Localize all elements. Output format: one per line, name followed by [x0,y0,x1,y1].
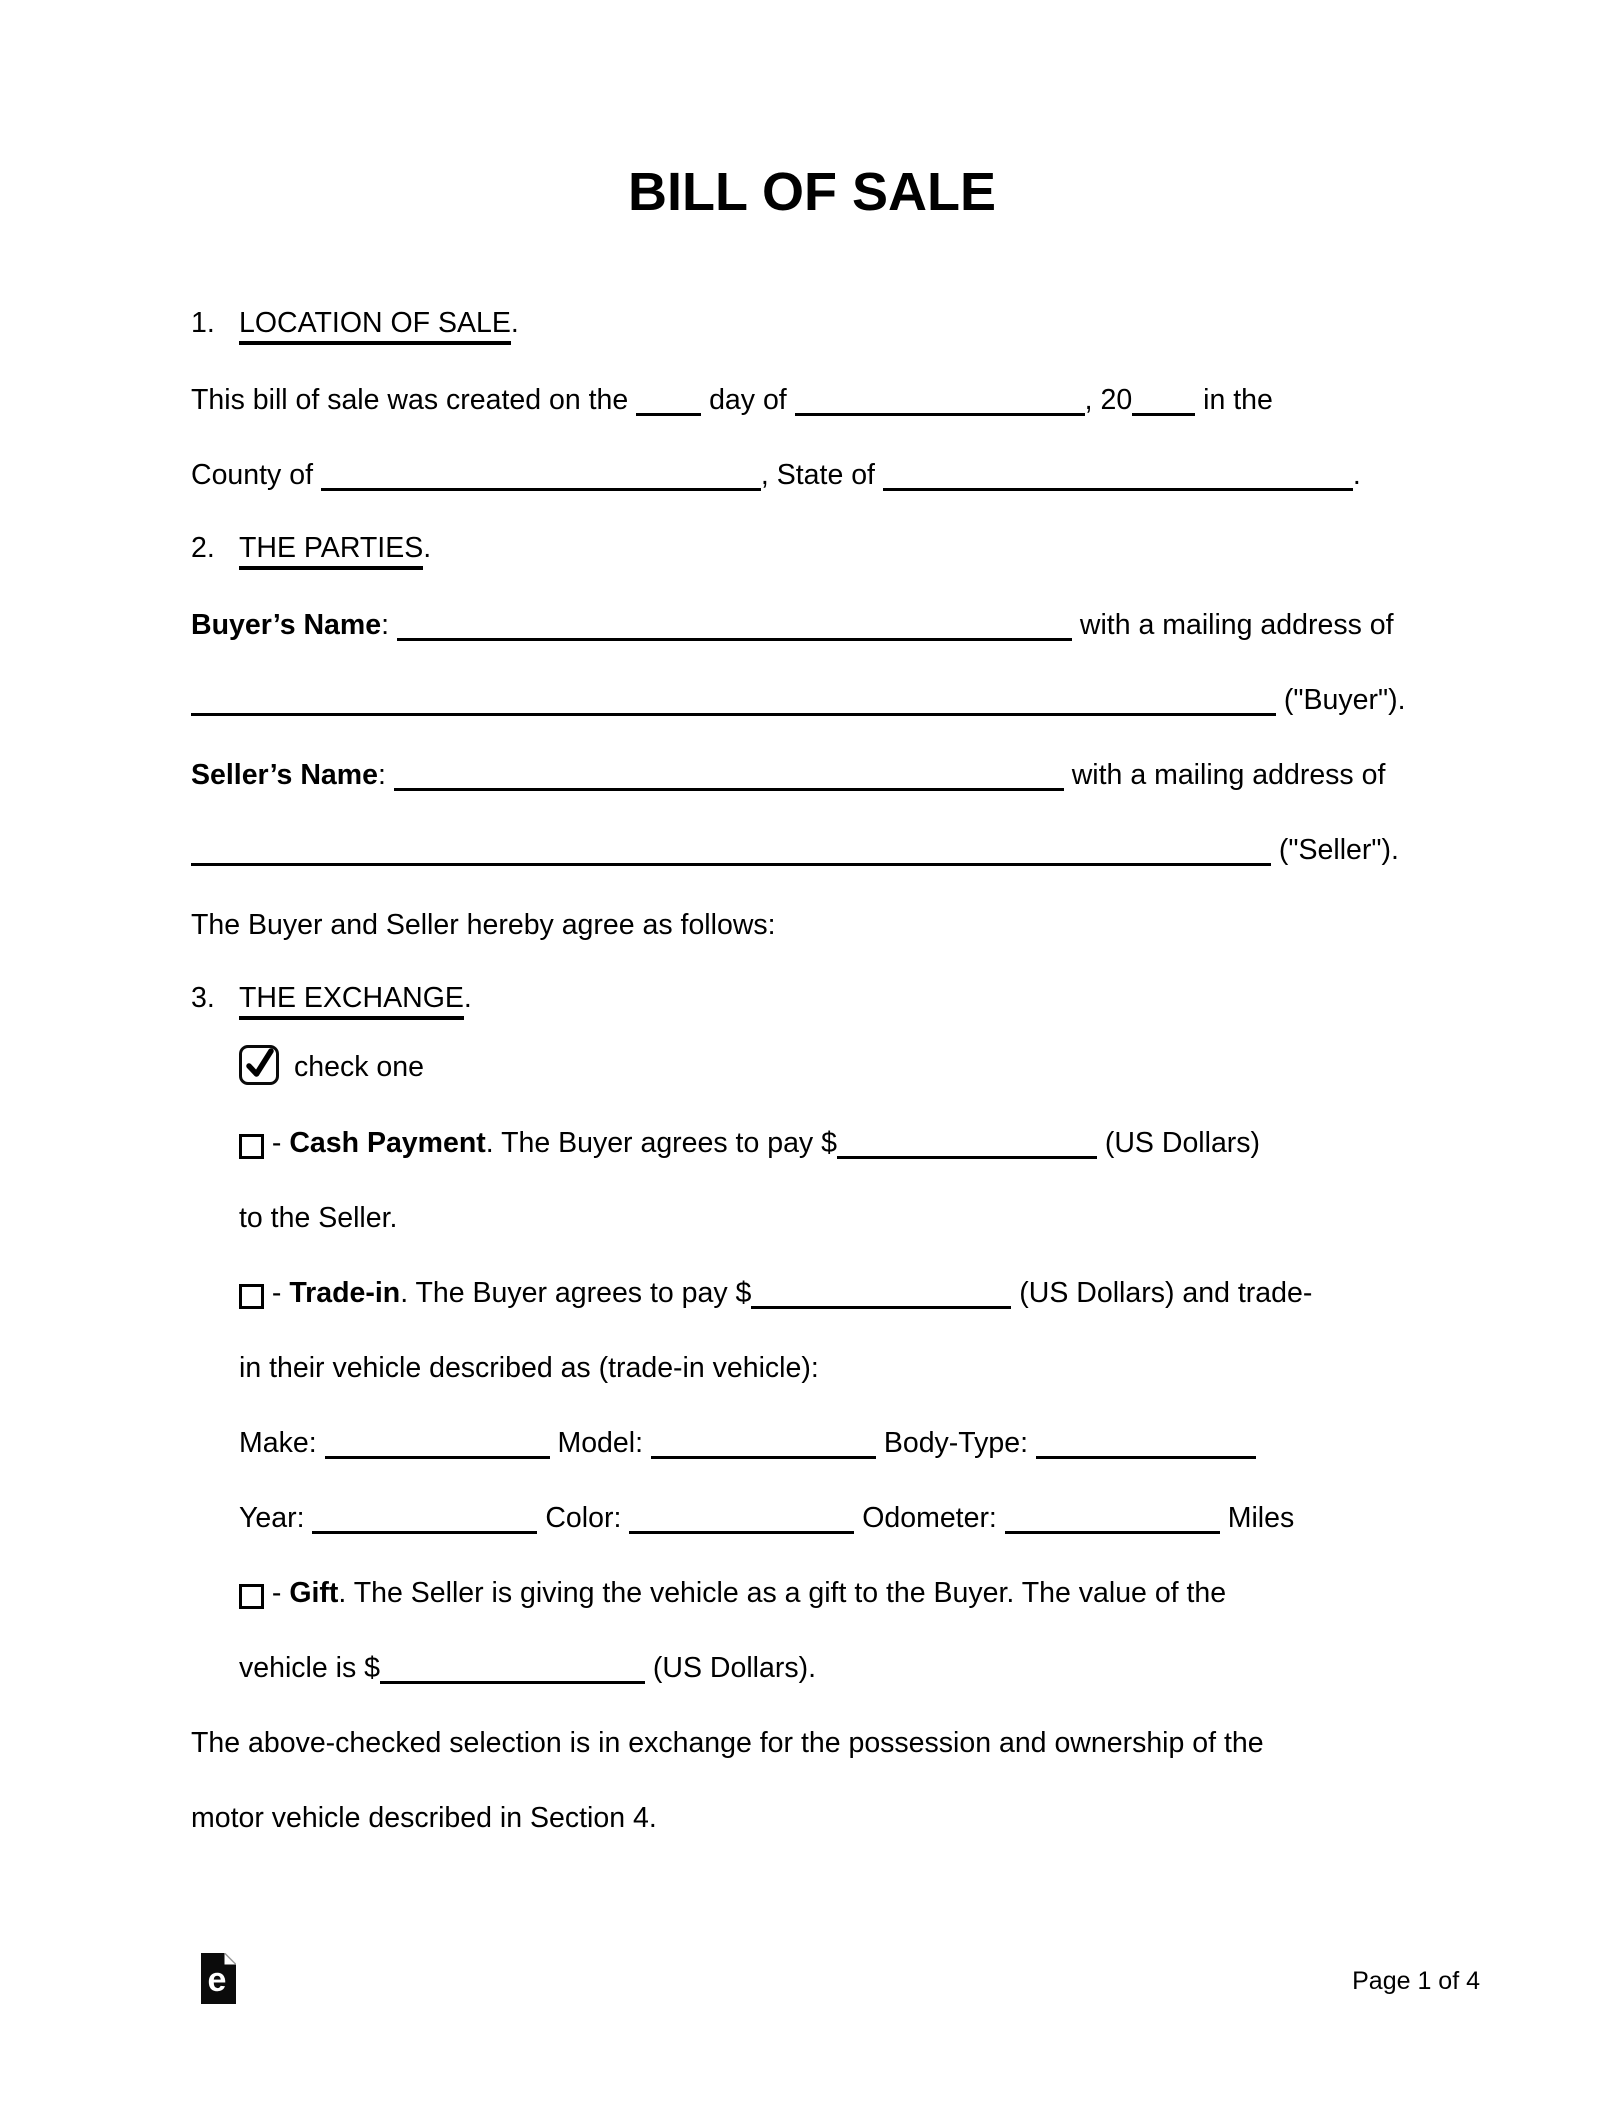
text-run: motor vehicle described in Section 4. [191,1802,657,1834]
buyer-address-line [191,680,1406,720]
blank-fill-in-field[interactable] [636,387,701,416]
text-run: The Buyer and Seller hereby agree as follows: [191,909,776,941]
section-number: 1. [191,307,215,339]
exchange-closing-line-1 [191,1723,1264,1763]
blank-fill-in-field[interactable] [1132,387,1195,416]
trade-in-vehicle-line-1 [239,1423,1256,1463]
text-run: . The Buyer agrees to pay $ [400,1277,752,1309]
text-run: Make: [239,1427,325,1459]
text-run: Body-Type: [875,1427,1036,1459]
text-run: This bill of sale was created on the [191,384,637,416]
bold-text: Seller’s Name [191,759,378,791]
text-run: in their vehicle described as (trade-in vehicle): [239,1352,819,1384]
section-heading-text: LOCATION OF SALE [239,307,511,345]
text-run: County of [191,459,321,491]
blank-fill-in-field[interactable] [837,1130,1097,1159]
text-run: vehicle is $ [239,1652,380,1684]
text-run: . [423,532,432,564]
bold-text: Trade-in [289,1277,401,1309]
text-run: . The Seller is giving the vehicle as a gift to the Buyer. The value of the [338,1577,1227,1609]
text-run: with a mailing address of [1063,759,1386,791]
text-run: The above-checked selection is in exchange for the possession and ownership of the [191,1727,1264,1759]
text-run: ("Seller"). [1271,834,1399,866]
text-run: (US Dollars) and trade- [1011,1277,1313,1309]
checkbox-empty-icon[interactable] [239,1134,264,1159]
blank-fill-in-field[interactable] [883,462,1353,491]
page-title: BILL OF SALE [627,162,996,222]
gift-line [239,1573,1226,1613]
section-number: 3. [191,982,215,1014]
text-run: to the Seller. [239,1202,398,1234]
text-run: . [510,307,519,339]
blank-fill-in-field[interactable] [795,387,1085,416]
blank-fill-in-field[interactable] [1036,1430,1256,1459]
blank-fill-in-field[interactable] [751,1280,1011,1309]
section-heading-text: THE EXCHANGE [239,982,464,1020]
svg-text:e: e [207,1961,227,1999]
blank-fill-in-field[interactable] [629,1505,854,1534]
bold-text: Gift [289,1577,339,1609]
text-run: Odometer: [854,1502,1005,1534]
text-run: . [463,982,472,1014]
text-run: Miles [1219,1502,1295,1534]
text-run: , State of [760,459,883,491]
text-run: . [1352,459,1361,491]
text-run: in the [1195,384,1273,416]
text-run: . The Buyer agrees to pay $ [485,1127,837,1159]
blank-fill-in-field[interactable] [394,762,1064,791]
trade-in-vehicle-line-2 [239,1498,1294,1538]
text-run: : [381,609,397,641]
text-run: : [377,759,394,791]
section-heading-text: THE PARTIES [239,532,423,570]
blank-fill-in-field[interactable] [312,1505,537,1534]
text-run: ("Buyer"). [1276,684,1406,716]
location-sentence-line-2 [191,455,1361,495]
text-run: Model: [549,1427,651,1459]
checkbox-empty-icon[interactable] [239,1584,264,1609]
blank-fill-in-field[interactable] [397,612,1072,641]
text-run: with a mailing address of [1071,609,1394,641]
section-1-heading [191,303,519,343]
page-number-label: Page 1 of 4 [1352,1967,1480,1995]
text-run: check one [294,1051,424,1083]
check-one-line [239,1045,424,1085]
cash-payment-line [239,1123,1260,1163]
checkbox-checked-icon[interactable] [239,1045,279,1085]
blank-fill-in-field[interactable] [191,837,1271,866]
blank-fill-in-field[interactable] [191,687,1276,716]
seller-name-line [191,755,1385,795]
blank-fill-in-field[interactable] [380,1655,645,1684]
agreement-intro-line [191,905,776,945]
eforms-logo-svg [201,1953,236,2004]
section-3-heading [191,978,472,1018]
gift-line-2 [239,1648,816,1688]
bold-text: Cash Payment [289,1127,486,1159]
section-2-heading [191,528,431,568]
buyer-name-line [191,605,1394,645]
text-run: - [264,1277,290,1309]
blank-fill-in-field[interactable] [321,462,761,491]
location-sentence-line-1 [191,380,1273,420]
text-run: Year: [239,1502,313,1534]
text-run: - [264,1577,290,1609]
checkbox-empty-icon[interactable] [239,1284,264,1309]
section-number: 2. [191,532,215,564]
trade-in-line [239,1273,1312,1313]
blank-fill-in-field[interactable] [1005,1505,1220,1534]
text-run: Color: [537,1502,630,1534]
exchange-closing-line-2 [191,1798,657,1838]
text-run: day of [701,384,795,416]
cash-payment-line-2 [239,1198,397,1238]
blank-fill-in-field[interactable] [651,1430,876,1459]
text-run: , 20 [1084,384,1133,416]
trade-in-line-2 [239,1348,819,1388]
bold-text: Buyer’s Name [191,609,382,641]
eforms-document-logo-icon [201,1953,236,2004]
seller-address-line [191,830,1399,870]
text-run: - [264,1127,290,1159]
text-run: (US Dollars). [644,1652,816,1684]
text-run: (US Dollars) [1096,1127,1261,1159]
blank-fill-in-field[interactable] [325,1430,550,1459]
